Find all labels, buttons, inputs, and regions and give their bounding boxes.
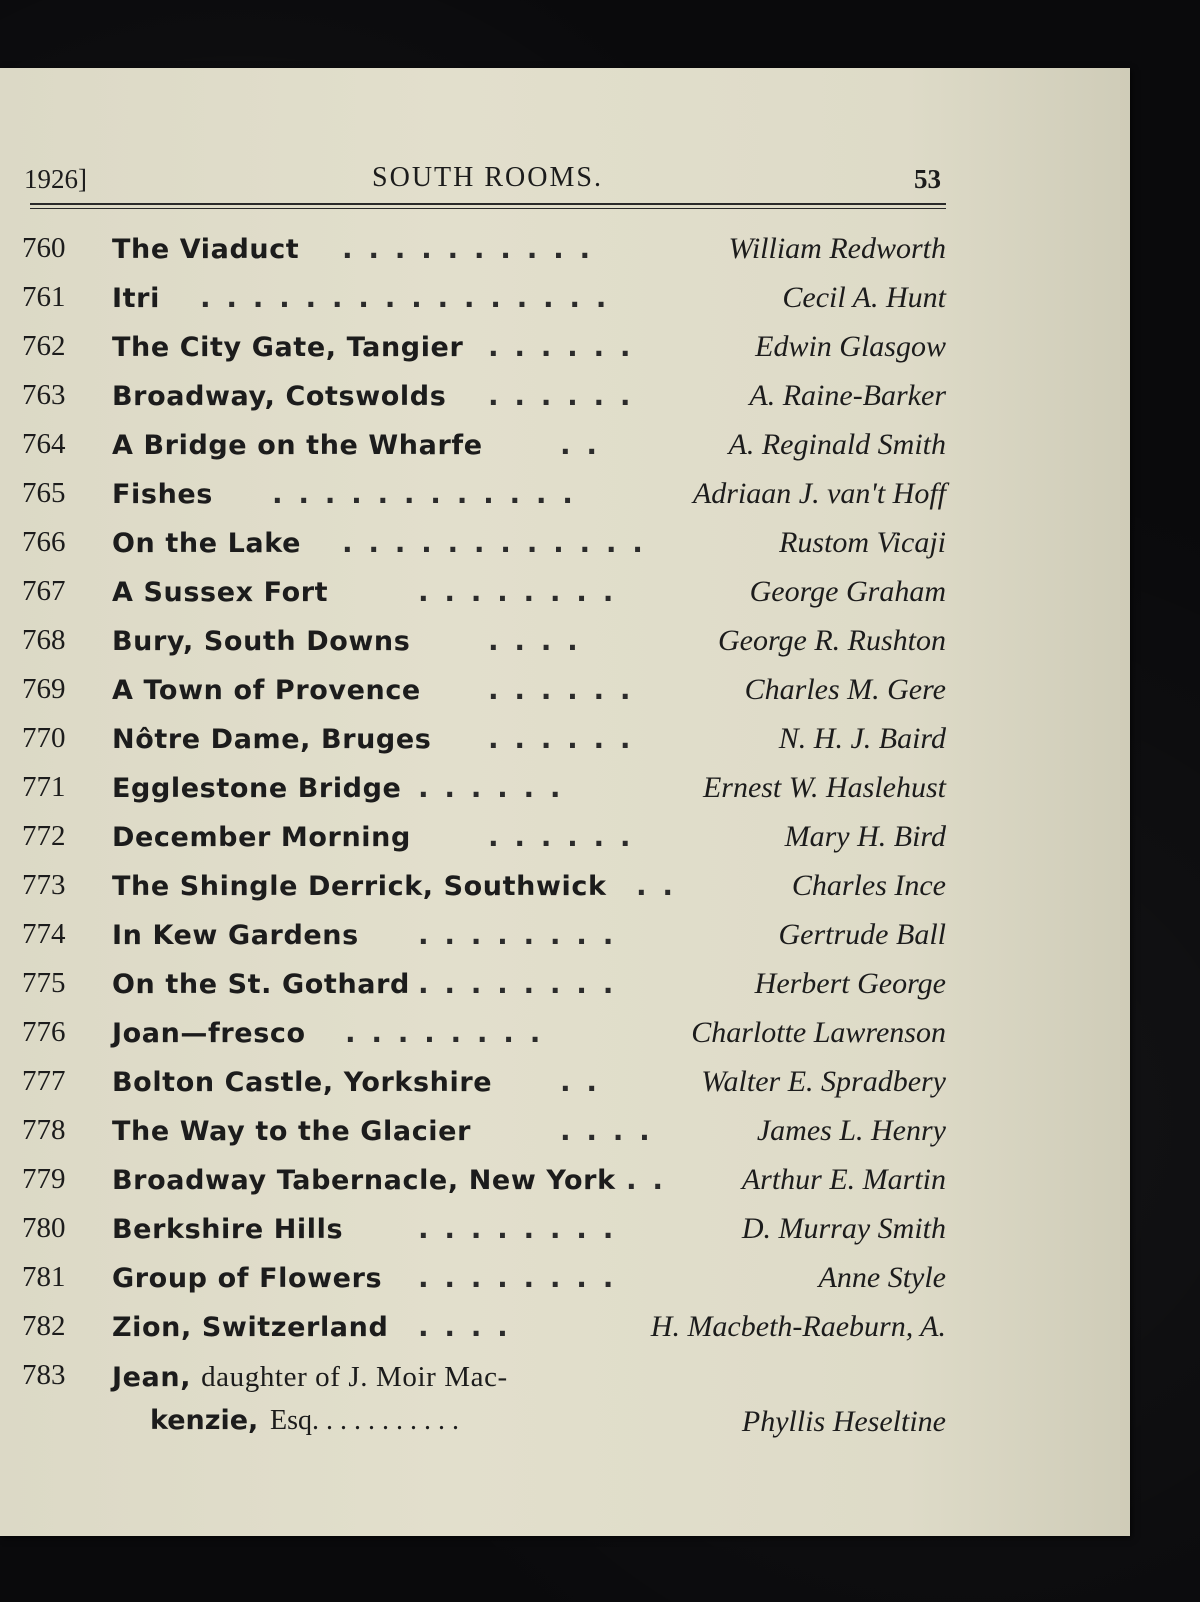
leader-dots: . . [626, 1163, 667, 1196]
catalogue-entry [0, 228, 1000, 277]
entry-title: A Town of Provence [112, 675, 421, 706]
entry-title: Itri [112, 283, 160, 314]
leader-dots: . . . . [560, 1114, 653, 1147]
catalogue-entry [0, 473, 1000, 522]
header-year: 1926] [24, 164, 87, 194]
entry-number: 778 [22, 1114, 66, 1146]
entry-number: 770 [22, 722, 66, 754]
leader-dots: . . . . . . . . . . . . [272, 477, 576, 510]
entry-number: 775 [22, 967, 66, 999]
entry-title: The Viaduct [112, 234, 300, 265]
entry-title: Fishes [112, 479, 213, 510]
entry-artist: N. H. J. Baird [778, 722, 946, 755]
entry-artist: Charlotte Lawrenson [691, 1016, 946, 1049]
leader-dots: . . . . . . . . [418, 1261, 617, 1294]
entry-artist: Cecil A. Hunt [782, 281, 946, 314]
catalogue-entry [0, 1110, 1000, 1159]
entry-number: 773 [22, 869, 66, 901]
entry-artist: Mary H. Bird [784, 820, 946, 853]
entry-title: Broadway, Cotswolds [112, 381, 447, 412]
leader-dots: . . . . . . [488, 330, 634, 363]
entry-artist: Charles Ince [791, 869, 946, 902]
leader-dots: . . . . . . . . . . [342, 232, 594, 265]
entry-artist: Adriaan J. van't Hoff [692, 477, 946, 510]
entry-title: The City Gate, Tangier [112, 332, 464, 363]
entry-number: 777 [22, 1065, 66, 1097]
catalogue-entry [0, 277, 1000, 326]
entry-artist: H. Macbeth-Raeburn, A. [650, 1310, 946, 1343]
entry-title: A Bridge on the Wharfe [112, 430, 483, 461]
entry-number: 772 [22, 820, 66, 852]
entry-artist: A. Reginald Smith [728, 428, 946, 461]
leader-dots: . . . . [488, 624, 581, 657]
catalogue-entry [0, 1012, 1000, 1061]
entry-number: 771 [22, 771, 66, 803]
entry-title-line2: kenzie, [150, 1405, 259, 1436]
catalogue-entry [0, 1159, 1000, 1208]
entry-number: 780 [22, 1212, 66, 1244]
catalogue-entry [0, 1208, 1000, 1257]
catalogue-entry [0, 767, 1000, 816]
page-number: 53 [914, 164, 941, 194]
entry-artist: Edwin Glasgow [755, 330, 946, 363]
entry-artist: Charles M. Gere [744, 673, 946, 706]
entry-title: On the St. Gothard [112, 969, 410, 1000]
entry-artist: George Graham [749, 575, 946, 608]
leader-dots: . . . . . . [488, 673, 634, 706]
entry-artist: D. Murray Smith [741, 1212, 946, 1245]
entry-title: Bury, South Downs [112, 626, 411, 657]
entry-number: 783 [22, 1359, 66, 1391]
header-title: SOUTH ROOMS. [372, 162, 603, 193]
entry-number: 774 [22, 918, 66, 950]
entry-title-line2-rest: Esq. . . . . . . . . . . [270, 1405, 459, 1436]
page-header [0, 160, 950, 204]
catalogue-entry [0, 865, 1000, 914]
leader-dots: . . . . . . . . . . . . [342, 526, 646, 559]
entry-number: 765 [22, 477, 66, 509]
entry-number: 763 [22, 379, 66, 411]
leader-dots: . . . . . . [488, 722, 634, 755]
header-rule-thin [30, 208, 946, 209]
entry-number: 769 [22, 673, 66, 705]
leader-dots: . . [560, 428, 601, 461]
catalogue-entry [0, 816, 1000, 865]
entry-artist: A. Raine-Barker [749, 379, 946, 412]
entry-artist: Rustom Vicaji [779, 526, 946, 559]
entry-artist: Walter E. Spradbery [701, 1065, 946, 1098]
catalogue-entry [0, 718, 1000, 767]
entry-number: 776 [22, 1016, 66, 1048]
entry-title-first-word: Jean, [112, 1362, 192, 1393]
catalogue-entry [0, 914, 1000, 963]
catalogue-entry [0, 375, 1000, 424]
entry-title: Bolton Castle, Yorkshire [112, 1067, 493, 1098]
entry-title: Egglestone Bridge [112, 773, 402, 804]
entry-number: 766 [22, 526, 66, 558]
entry-number: 762 [22, 330, 66, 362]
entry-title: The Shingle Derrick, Southwick [112, 871, 607, 902]
entry-title: Zion, Switzerland [112, 1312, 389, 1343]
catalogue-entry [0, 522, 1000, 571]
entry-title-line1 [112, 1361, 508, 1394]
catalogue-entry [0, 424, 1000, 473]
entry-title: Berkshire Hills [112, 1214, 344, 1245]
entry-artist: Gertrude Ball [778, 918, 946, 951]
entry-artist: Anne Style [818, 1261, 946, 1294]
entry-number: 781 [22, 1261, 66, 1293]
catalogue-entry [0, 1306, 1000, 1355]
entry-number: 767 [22, 575, 66, 607]
entry-title: Joan—fresco [112, 1018, 306, 1049]
catalogue-entry [0, 963, 1000, 1012]
leader-dots: . . . . [418, 1310, 511, 1343]
catalogue-entry [0, 571, 1000, 620]
leader-dots: . . . . . . . . [418, 918, 617, 951]
leader-dots: . . . . . . . . [345, 1016, 544, 1049]
entry-number: 760 [22, 232, 66, 264]
entry-title: Broadway Tabernacle, New York [112, 1165, 616, 1196]
leader-dots: . . [560, 1065, 601, 1098]
entry-artist: Phyllis Heseltine [741, 1405, 946, 1438]
entry-artist: James L. Henry [756, 1114, 946, 1147]
entry-artist: George R. Rushton [717, 624, 946, 657]
catalogue-entry [0, 1061, 1000, 1110]
entry-artist: William Redworth [728, 232, 946, 265]
entry-title: Nôtre Dame, Bruges [112, 724, 432, 755]
entry-title: A Sussex Fort [112, 577, 329, 608]
catalogue-entry [0, 669, 1000, 718]
catalogue-entry [0, 620, 1000, 669]
leader-dots: . . [636, 869, 677, 902]
catalogue-entry-multiline [0, 1355, 1000, 1451]
entry-number: 779 [22, 1163, 66, 1195]
entry-number: 782 [22, 1310, 66, 1342]
entry-title: On the Lake [112, 528, 301, 559]
entry-artist: Arthur E. Martin [741, 1163, 946, 1196]
leader-dots: . . . . . . . . [418, 1212, 617, 1245]
entry-number: 764 [22, 428, 66, 460]
header-rule [30, 203, 946, 205]
leader-dots: . . . . . . . . . . . . . . . . [200, 281, 610, 314]
entry-artist: Ernest W. Haslehust [702, 771, 946, 804]
leader-dots: . . . . . . [488, 379, 634, 412]
catalogue-entry [0, 326, 1000, 375]
catalogue-list [0, 228, 1000, 1451]
entry-title: December Morning [112, 822, 411, 853]
entry-number: 761 [22, 281, 66, 313]
entry-title-rest: daughter of J. Moir Mac- [201, 1361, 508, 1393]
book-page [0, 68, 1130, 1536]
entry-number: 768 [22, 624, 66, 656]
leader-dots: . . . . . . [418, 771, 564, 804]
leader-dots: . . . . . . . . [418, 967, 617, 1000]
entry-title: In Kew Gardens [112, 920, 359, 951]
entry-title: Group of Flowers [112, 1263, 383, 1294]
catalogue-entry [0, 1257, 1000, 1306]
leader-dots: . . . . . . . . [418, 575, 617, 608]
leader-dots: . . . . . . [488, 820, 634, 853]
entry-artist: Herbert George [754, 967, 946, 1000]
entry-title: The Way to the Glacier [112, 1116, 471, 1147]
